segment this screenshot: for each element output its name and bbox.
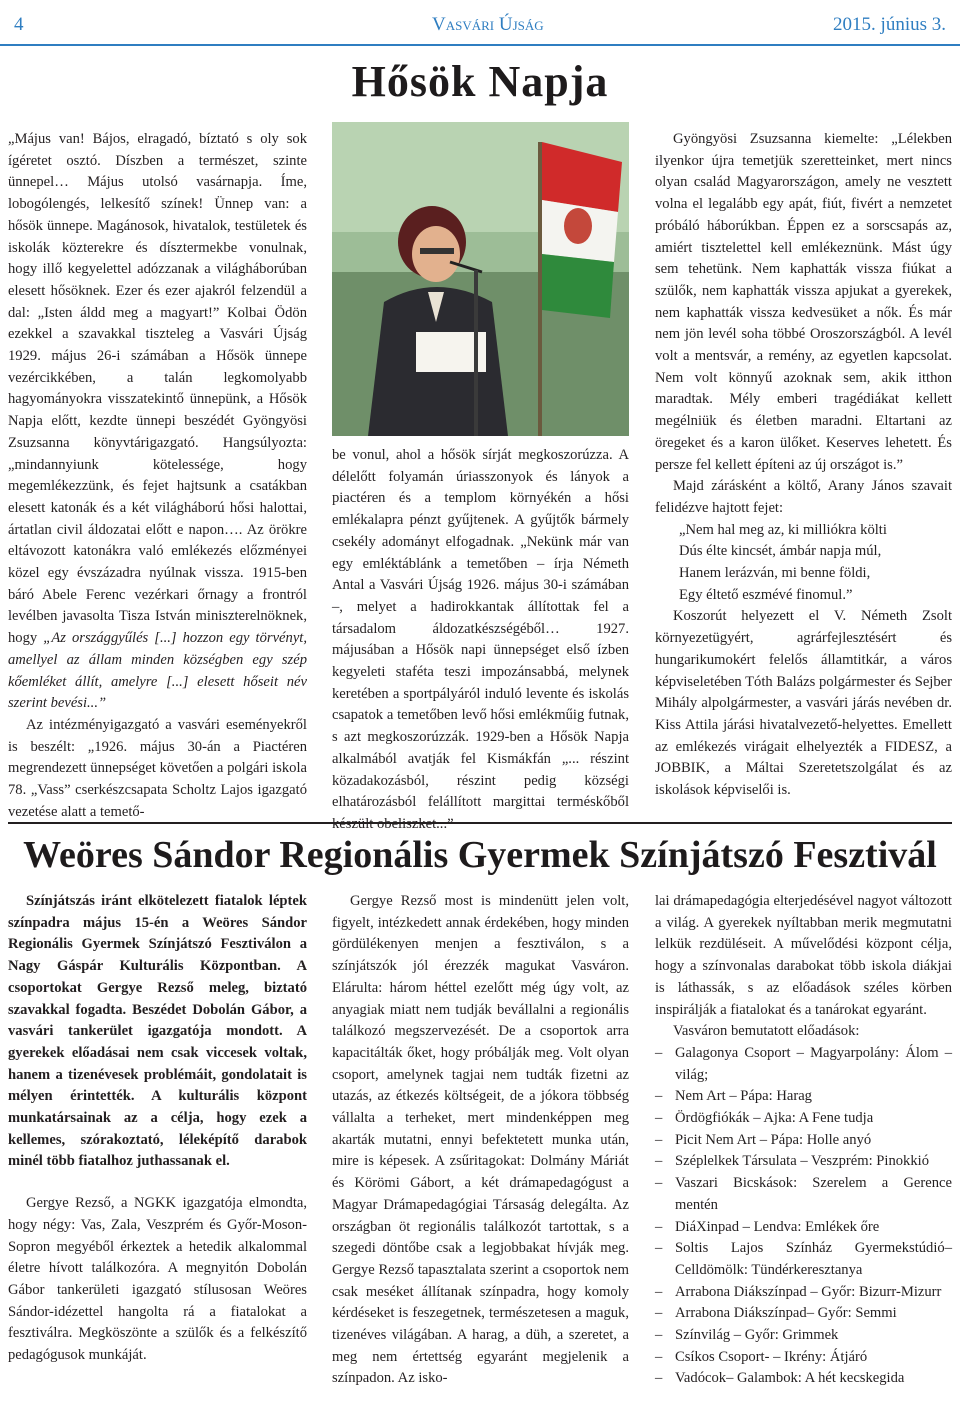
- list-item: – Soltis Lajos Színház Gyermekstúdió– Celldömölk: Tündérkeresztanya: [655, 1238, 952, 1281]
- spacer: [8, 1173, 307, 1193]
- poem-line: „Nem hal meg az, ki milliókra költi: [679, 521, 887, 538]
- article1-column-1: [8, 129, 307, 824]
- poem-line: Egy éltető eszmévé finomul.”: [679, 586, 853, 603]
- article-title-hosok-napja: Hősök Napja: [351, 57, 609, 106]
- newspaper-name: Vasvári Újság: [432, 14, 544, 35]
- article1-col2-para: be vonul, ahol a hősök sírját megkoszorúzza. A délelőtt folyamán úriasszonyok és lányok a piactéren és a templom környékén a hősi emlékalapra pénzt gyűjtenek. A gyűjtők bármely csekély adományt elfogadnak. „Nekünk már van egy emléktáblánk a temetőben – írja Németh Antal a Vasvári Újság 1926. május 30-i számában –, melyet a hadirokkantak állítottak fel a társadalom áldozatkészségéből… 1927. májusában a Hősök napi ünnepséget első ízben kegyeleti staféta teszi impozánsabbá, melynek keretében a sportpályáról induló levente és iskolás csapatok a temetőben levő hősi emlékműig futnak, s azt megkoszorúzzák. 1929-ben a Hősök Napja alkalmából avatják fel Kismákfán „... részint közadakozásból, részint pedig községi elhatározásból felállított margittai terméskőből: [332, 447, 629, 811]
- article1-column-2: [332, 445, 629, 836]
- speaker-photo: [332, 122, 629, 436]
- list-item: – Arrabona Diákszínpad – Győr: Bizurr-Mizurr: [655, 1282, 952, 1304]
- performances-list: [655, 1043, 952, 1390]
- article2-lead: Színjátszás iránt elkötelezett fiatalok léptek színpadra május 15-én a Weöres Sándor Regionális Gyermek Színjátszó Fesztiválon a Nagy Gáspár Kulturális Központban. A csoportokat Gergye Rezső meleg, biztató szavakkal fogadta. Beszédet Dobolán Gábor, a vasvári tankerület igazgatója mondott. A gyerekek előadásai nem csak viccesek voltak, hanem a tizenévesek problémáit, gondolatait is mélyen érintették. A kulturális központ munkatársainak az a célja, hogy ezek a kellemes, szórakoztató, léleképítő darabok minél több fiatalhoz juthassanak el.: [8, 893, 307, 1170]
- list-item: – Színvilág – Győr: Grimmek: [655, 1325, 952, 1347]
- article2-column-2: [332, 891, 629, 1390]
- article1-column-3: [655, 129, 952, 802]
- article2-column-3: [655, 891, 952, 1390]
- page-number: 4: [14, 14, 24, 35]
- poem-line: Hanem lerázván, mi benne földi,: [679, 565, 871, 582]
- list-item: – Galagonya Csoport – Magyarpolány: Álom – világ;: [655, 1043, 952, 1086]
- list-item: – Picit Nem Art – Pápa: Holle anyó: [655, 1130, 952, 1152]
- list-item: – Arrabona Diákszínpad– Győr: Semmi: [655, 1303, 952, 1325]
- article1-col3-para2: Majd zárásként a költő, Arany János szavait felidézve hajtott fejet:: [655, 478, 952, 516]
- article2-col3-body: lai drámapedagógia elterjedésével nagyot változott a világ. A gyerekek nyíltabban merik megmutatni lelkük rezdüléseit. A művelődési központ célja, hogy a színvonalas darabokat több iskola diákjai is láthassák, s az előadások széles körben inspirálják a fiatalokat és a tanárokat egyaránt.: [655, 893, 952, 1018]
- article2-col2-body: Gergye Rezső most is mindenütt jelen volt, figyelt, intézkedett annak érdekében, hogy minden gördülékenyen menjen a fesztiválon, s a színjátszók jól érezzék magukat Vasváron. Elárulta: három héttel ezelőtt még úgy volt, az anyagiak miatt nem tudják bevállalni a regionális találkozó megszervezését. De a csoportok arra kapacitálták őket, hogy próbálják meg. Volt olyan csoport, amelynek tagjai nem tudták fizetni az utazás, az étkezés költségeit, de a jókora többség vállalta a terheket, mert mindenképpen meg akarták mutatni, ennyi befektetett munka után, mire is képesek. A zsűritagokat: Dolmány Máriát és Körömi Gábort, a két drámapedagógust a Magyar Drámapedagógiai Társaság delegálta. Az országban öt regionális találkozót tartottak, s a szegedi döntőbe csak a legjobbakat hívják meg. Gergye Rezső tapasztalata szerint a csoportok nem csak meséket állítanak színpadra, hogy komoly kérdéseket is feszegetnek, természetesen a maguk, tizenéves világában. A harag, a düh, a szeretet, a meg nem értettség egyaránt megjelenik a színpadon. Az isko-: [332, 893, 629, 1387]
- article1-col3-para1: Gyöngyösi Zsuzsanna kiemelte: „Lélekben ilyenkor újra temetjük szeretteinket, mert nincs olyan család Magyarországon, amely ne vesztett volna el legalább egy apát, fiút, fivért a nemzetet próbáló háborúkban. Éppen ez a sorscsapás az, amiért tisztelettel kell emlékeznünk. Mást úgy sem tehetünk. Nem kaphatták vissza fiúkat a szülők, nem kaphatták vissza apjukat a gyerekek, nem kaphatták vissza kedvesüket a nők. És már nem jön levél soha többé Oroszországból. A levél volt a mentsvár, a remény, az egyetlen kapcsolat. Nem volt könnyű azoknak sem, akik itthon maradtak. Mély emberi tragédiákat kellett megélniük és életben maradni. Eltartani az öregeket és a karon ülőket. Keserves lehetett. És persze fel kellett építeni az új országot is.”: [655, 131, 952, 473]
- quote-italic: „Az országgyűlés [...] hozzon egy törvényt, amellyel az állam minden községben egy szép kőemléket állít, amelyre [...] elesett hőseit név szerint bevési...”: [8, 630, 307, 712]
- list-item: – Csíkos Csoport- – Ikrény: Átjáró: [655, 1347, 952, 1369]
- article1-col3-para3: Koszorút helyezett el V. Németh Zsolt környezetügyért, agrárfejlesztésért és hungarikumokért felelős államtitkár, a város képviseletében Tóth Balázs polgármester és Sejber Mihály alpolgármester, a vasvári járás nevében dr. Kiss Attila járási hivatalvezető-helyettes. Emellett az emlékezés virágait elhelyezték a FIDESZ, a JOBBIK, a Máltai Szeretetszolgálat és az iskolások képviselői is.: [655, 608, 952, 799]
- article-title-festival: Weöres Sándor Regionális Gyermek Színjátszó Fesztivál: [23, 834, 937, 876]
- list-item: – Vaszari Bicskások: Szerelem a Gerence mentén: [655, 1173, 952, 1216]
- list-item: – Ördögfiókák – Ajka: A Fene tudja: [655, 1108, 952, 1130]
- list-item: – Széplelkek Társulata – Veszprém: Pinokkió: [655, 1151, 952, 1173]
- header-rule: [0, 44, 960, 46]
- list-item: – DiáXinpad – Lendva: Emlékek őre: [655, 1217, 952, 1239]
- section-divider: [8, 822, 952, 824]
- article2-col1-body: Gergye Rezső, a NGKK igazgatója elmondta, hogy négy: Vas, Zala, Veszprém és Győr-Moson-Sopron megyéből érkeztek a hetedik alkalommal életre hívott találkozóra. A megnyitón Dobolán Gábor tankerületi igazgató stílusosan Weöres Sándor-idézettel hangolta rá a fiatalokat a fesztiválra. Megköszönte a szülők és a felkészítő pedagógusok munkáját.: [8, 1195, 307, 1364]
- article1-col1-para2: Az intézményigazgató a vasvári eseményekről is beszélt: „1926. május 30-án a Piactéren megrendezett ünnepséget követően a polgári iskola 78. „Vass” cserkészcsapata Scholtz Lajos igazgató vezetése alatt a temető-: [8, 716, 307, 820]
- issue-date: 2015. június 3.: [833, 14, 946, 35]
- list-item: – Nem Art – Pápa: Harag: [655, 1086, 952, 1108]
- poem-line: Dús élte kincsét, ámbár napja múl,: [679, 543, 882, 560]
- list-item: – Vadócok– Galambok: A hét kecskegida: [655, 1368, 952, 1390]
- article2-column-1: [8, 891, 307, 1367]
- article1-col1-para1: „Május van! Bájos, elragadó, bíztató s oly sok ígéretet osztó. Díszben a természet, szinte ünnepel… Május utolsó vasárnapja. Íme, lobogólengés, lelkesítő színek! Ünnep van: a hősök ünnepe. Magánosok, hivatalok, testületek és iskolák közterekre és dísztermekbe vonulnak, hogy illő kegyelettel adózzanak a világháborúban elesett hősöknek. Ezer és ezer ajakról felzendül a dal: „Isten áldd meg a magyart!” Kolbai Ödön ezekkel a szavakkal tiszteleg a Vasvári Újság 1929. május 26-i számában a Hősök ünnepe vezércikkében, a talán legkomolyabb hagyományokra visszatekintő ünnepünk, a Hősök Napja előtt, kezdte ünnepi beszédét Gyöngyösi Zsuzsanna könyvtárigazgató. Hangsúlyozta: „mindannyiunk kötelessége, hogy megemlékezzünk, és fejet hajtsunk a csatákban elesett katonák és a két világháború hősi halottai, ártatlan civil áldozatai előtt e napon…. Az örökre eltávozott katonákra való emlékezés előzményei közel egy évszázadra nyúlnak vissza. 1915-ben báró Abele Ferenc vezérkari őrnagy a frontról levélben javasolta Tisza István miniszterelnöknek, hogy „Az országgyűlés [...] hozzon egy törvényt, amellyel az állam minden községben egy szép kőemléket állít, amelyre [...] elesett hőseit név szerint bevési...”: [8, 131, 307, 712]
- performances-heading: Vasváron bemutatott előadások:: [673, 1023, 860, 1040]
